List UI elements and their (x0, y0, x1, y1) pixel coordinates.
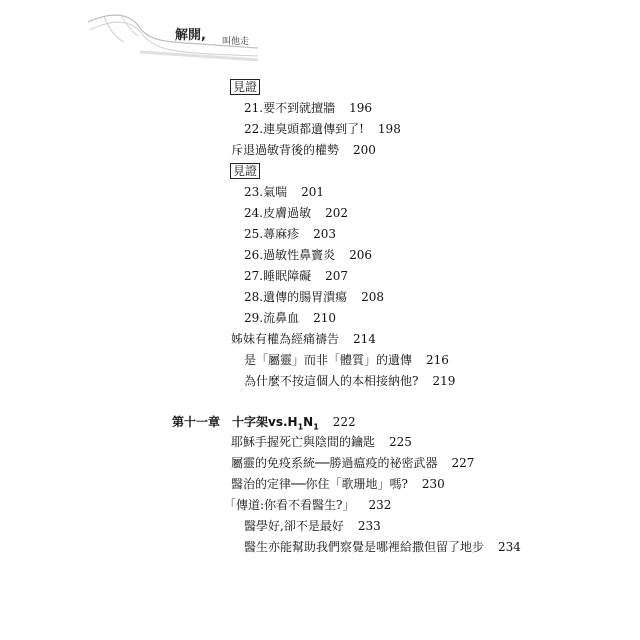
toc-entry[interactable] (244, 268, 348, 284)
toc-entry[interactable] (231, 142, 376, 158)
chapter-title-text: N (303, 415, 314, 429)
running-header-title: 解開, (175, 28, 206, 43)
toc-entry[interactable] (244, 121, 401, 137)
toc-entry[interactable] (244, 226, 336, 242)
testimony-label-box: 見證 (230, 163, 260, 179)
toc-entry-title: 24.皮膚過敏 (244, 206, 312, 220)
toc-entry-title: 醫學好,卻不是最好 (244, 519, 344, 533)
toc-entry-title: 21.要不到就擅牆 (244, 101, 336, 115)
toc-entry-page: 196 (349, 101, 372, 115)
toc-entry-page: 203 (313, 227, 336, 241)
toc-entry[interactable] (244, 310, 336, 326)
toc-entry-page: 208 (361, 290, 384, 304)
toc-entry-page: 201 (301, 185, 324, 199)
toc-entry-page: 210 (313, 311, 336, 325)
toc-entry-title: 27.睡眠障礙 (244, 269, 312, 283)
toc-entry-page: 206 (349, 248, 372, 262)
chapter-label: 第十一章 (172, 415, 221, 429)
chapter-title-subscript: 1 (297, 422, 304, 432)
toc-entry[interactable] (231, 476, 445, 492)
toc-entry-title: 屬靈的免疫系統──勝過瘟疫的祕密武器 (231, 456, 438, 470)
testimony-label-box: 見證 (230, 79, 260, 95)
running-header-subtitle: 叫他走 (222, 37, 250, 47)
chapter-title-subscript: 1 (313, 422, 319, 432)
toc-entry[interactable] (231, 434, 412, 450)
toc-entry-page: 225 (389, 435, 412, 449)
toc-entry-title: 是「屬靈」而非「體質」的遺傳 (244, 353, 413, 367)
toc-entry[interactable] (244, 205, 348, 221)
toc-entry-title: 醫生亦能幫助我們察覺是哪裡給撒但留了地步 (244, 540, 485, 554)
toc-entry-page: 198 (377, 122, 401, 136)
toc-entry[interactable] (244, 100, 372, 116)
toc-entry-page: 233 (357, 519, 381, 533)
toc-entry-title: 23.氣喘 (244, 185, 288, 199)
toc-entry-page: 216 (426, 353, 449, 367)
toc-entry[interactable] (244, 289, 384, 305)
toc-entry[interactable] (244, 539, 521, 555)
toc-entry-title: 「傳道:你看不看醫生?」 (224, 498, 355, 512)
toc-entry-title: 26.過敏性鼻竇炎 (244, 248, 336, 262)
chapter-title-text: 十字架vs.H (232, 415, 298, 429)
toc-entry-title: 醫治的定律──你住「歌珊地」嗎? (231, 477, 408, 491)
toc-entry[interactable] (244, 352, 449, 368)
toc-entry[interactable] (244, 518, 381, 534)
toc-entry-title: 斥退過敏背後的權勢 (231, 143, 340, 157)
toc-entry[interactable] (244, 373, 455, 389)
toc-entry-page: 222 (332, 415, 356, 429)
toc-entry-page: 227 (451, 456, 475, 470)
toc-entry-page: 214 (353, 332, 376, 346)
toc-entry-page: 230 (421, 477, 445, 491)
toc-entry-page: 200 (353, 143, 376, 157)
toc-entry-title: 耶穌手握死亡與陰間的鑰匙 (231, 435, 376, 449)
toc-entry-title: 為什麼不按這個人的本相接納他? (244, 374, 419, 388)
toc-entry-title: 姊妹有權為經痛禱告 (231, 332, 340, 346)
toc-entry[interactable] (231, 331, 376, 347)
toc-entry-title: 22.連臭頭都遺傳到了! (244, 122, 364, 136)
toc-entry-page: 207 (325, 269, 348, 283)
toc-entry[interactable] (244, 247, 372, 263)
toc-entry[interactable] (231, 455, 474, 471)
toc-entry-title: 29.流鼻血 (244, 311, 300, 325)
toc-entry-page: 219 (432, 374, 456, 388)
toc-entry-page: 232 (368, 498, 392, 512)
toc-entry[interactable] (224, 497, 391, 513)
chapter-title[interactable] (232, 413, 356, 431)
toc-entry-title: 28.遺傳的腸胃潰瘍 (244, 290, 348, 304)
toc-entry-page: 202 (325, 206, 348, 220)
toc-entry-title: 25.蕁麻疹 (244, 227, 300, 241)
toc-entry[interactable] (244, 184, 324, 200)
toc-entry-page: 234 (498, 540, 521, 554)
